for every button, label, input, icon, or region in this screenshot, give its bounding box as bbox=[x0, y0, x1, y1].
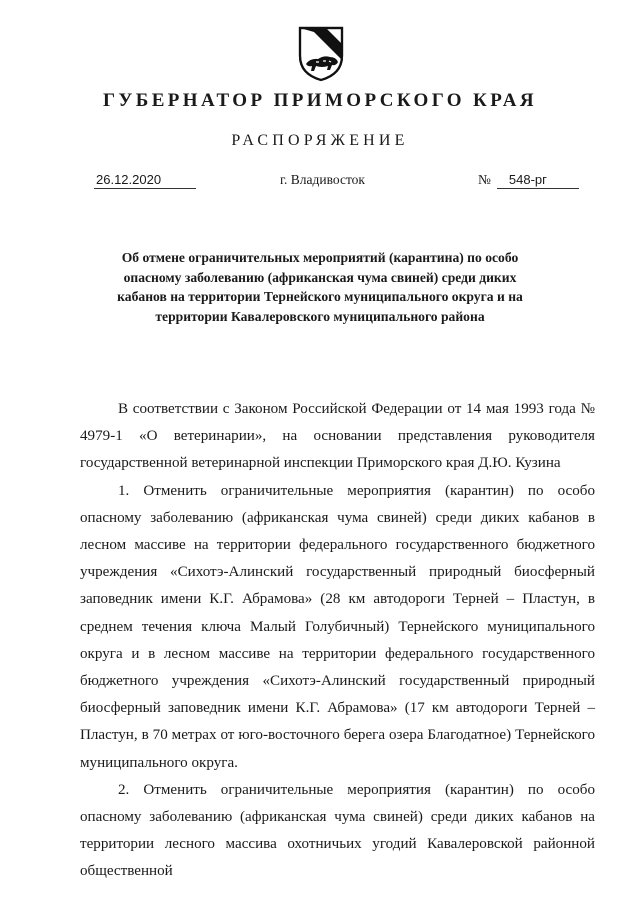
clause-paragraph: 1. Отменить ограничительные мероприятия (карантин) по особо опасному заболеванию (африканская чума свиней) среди диких кабанов в лесном массиве на территории федерального государственного бюджетного учреждения «Сихотэ-Алинский государственный природный биосферный заповедник имени К.Г. Абрамова» (28 км автодороги Терней – Пластун, в среднем течения ключа Малый Голубичный) Тернейского муниципального округа и в лесном массиве на территории федерального государственного бюджетного учреждения «Сихотэ-Алинский государственный природный биосферный заповедник имени К.Г. Абрамова» (17 км автодороги Терней – Пластун, в 70 метрах от юго-восточного берега озера Благодатное) Тернейского муниципального округа. bbox=[80, 482, 595, 771]
issuer-title: ГУБЕРНАТОР ПРИМОРСКОГО КРАЯ bbox=[102, 90, 538, 111]
document-heading: Об отмене ограничительных мероприятий (карантина) по особо опасному заболеванию (африканская чума свиней) среди диких кабанов на территории Тернейского муниципального округа и на территории Кавалеровского муниципального района bbox=[117, 250, 523, 324]
document-body bbox=[80, 396, 595, 886]
document-number bbox=[478, 172, 579, 189]
preamble-paragraph: В соответствии с Законом Российской Федерации от 14 мая 1993 года № 4979-1 «О ветеринарии», на основании представления руководителя государственной ветеринарной инспекции Приморского края Д.Ю. Кузина bbox=[80, 401, 595, 472]
document-date: 26.12.2020 bbox=[94, 172, 196, 189]
number-label: № bbox=[478, 172, 491, 187]
number-value: 548-рг bbox=[497, 172, 579, 189]
coat-of-arms-icon bbox=[296, 24, 346, 82]
document-type: РАСПОРЯЖЕНИЕ bbox=[231, 132, 409, 149]
clause-paragraph: 2. Отменить ограничительные мероприятия (карантин) по особо опасному заболеванию (африканская чума свиней) среди диких кабанов на территории лесного массива охотничьих угодий Кавалеровской районной общественной bbox=[80, 781, 595, 880]
document-city: г. Владивосток bbox=[280, 172, 365, 187]
